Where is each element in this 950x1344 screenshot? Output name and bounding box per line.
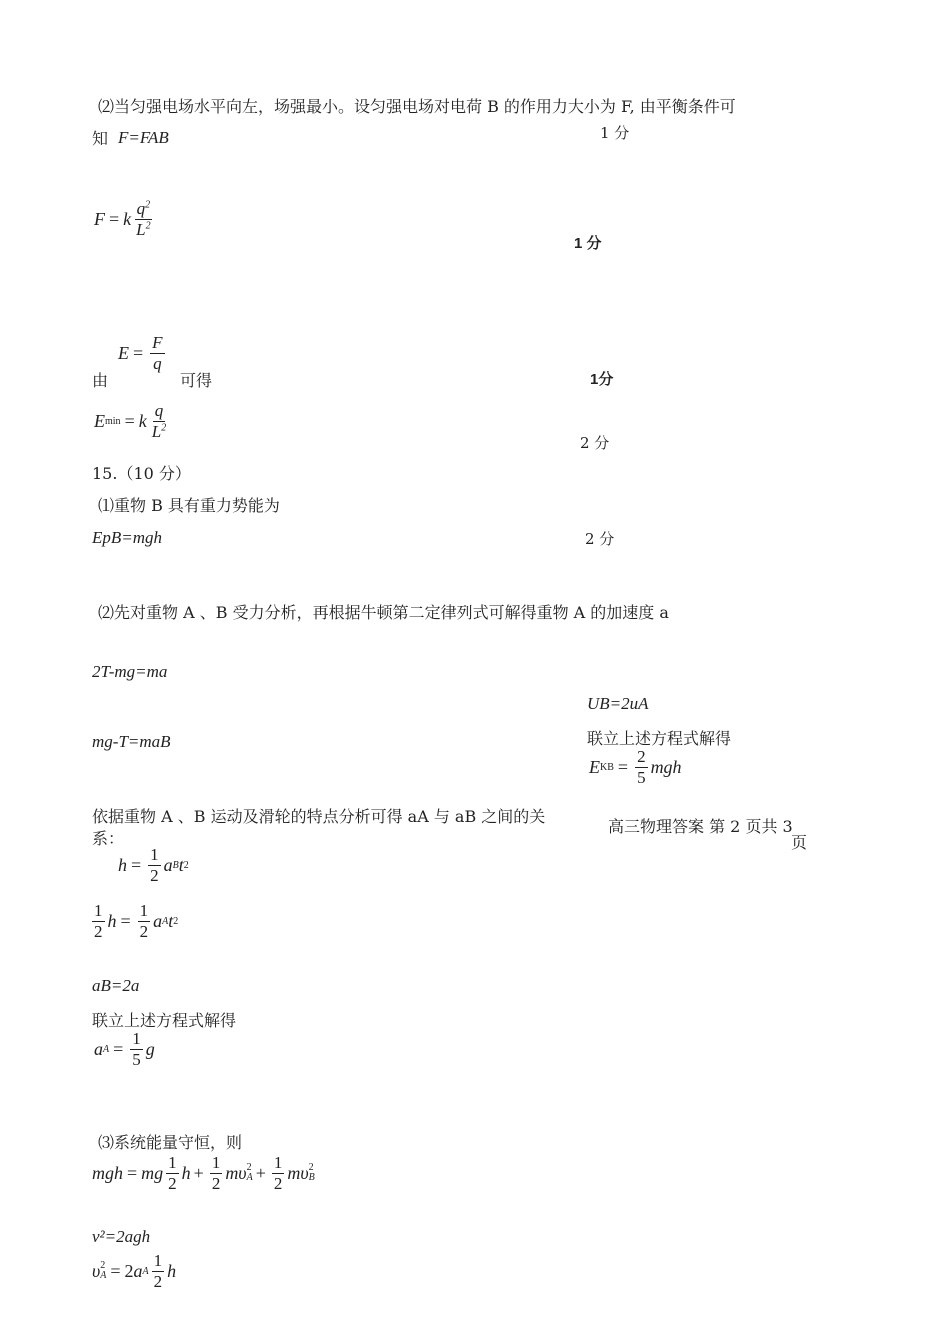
eq-h-den: 2 [150, 865, 159, 885]
eq-emin-den: L [151, 421, 162, 441]
eq-half-h-h: h [107, 910, 117, 931]
eq-energy-sup2: 2 [308, 1162, 314, 1174]
q15-part1-text: ⑴重物 B 具有重力势能为 [98, 496, 280, 515]
eq-half-h-num1: 1 [94, 901, 103, 920]
eq-emin-lhs: E [94, 410, 105, 431]
can-get: 可得 [180, 371, 213, 390]
eq-h [118, 846, 189, 885]
q15-part3-text: ⑶系统能量守恒，则 [98, 1133, 243, 1152]
eq-energy-d3: 2 [273, 1173, 283, 1193]
eq-h-a: a [163, 854, 173, 875]
eq-half-h-a-sub: A [162, 915, 169, 927]
eq-va-v: υ [92, 1260, 101, 1281]
eq-energy-n2: 1 [211, 1153, 221, 1172]
eq-aa-lhs: a [94, 1038, 103, 1059]
eq-ekb-eq: = [617, 756, 629, 777]
eq-energy-n3: 1 [273, 1153, 283, 1172]
q15-part2-text: ⑵先对重物 A 、B 受力分析，再根据牛顿第二定律列式可解得重物 A 的加速度 a [98, 603, 669, 622]
eq-half-h [92, 902, 178, 941]
eq-va-sub: A [100, 1270, 107, 1282]
eq-energy-mg: mg [141, 1162, 164, 1183]
eq-energy-n1: 1 [168, 1153, 177, 1172]
score-5: 2 分 [585, 530, 615, 548]
eq-aa-g: g [145, 1038, 155, 1059]
eq-aa-eq: = [113, 1038, 124, 1059]
eq-force: F=FAB [118, 128, 169, 147]
eq-ekb-den: 5 [637, 767, 646, 787]
eq-energy-plus2: + [255, 1162, 266, 1183]
eq-emin-den-sup: 2 [161, 422, 167, 434]
eq-half-h-t: t [168, 910, 174, 931]
q15-header: 15.（10 分） [92, 464, 191, 483]
eq-coulomb-num: q [136, 199, 146, 218]
eq-aa [94, 1030, 155, 1069]
eq-field-eq: = [133, 342, 144, 363]
eq-field-lhs: E [118, 342, 129, 363]
eq-half-h-t-sup: 2 [173, 915, 179, 927]
eq-energy-sub2: B [308, 1172, 315, 1184]
eq-emin-k: k [138, 410, 147, 431]
eq-energy-d1: 2 [168, 1173, 177, 1193]
eq-energy-plus1: + [193, 1162, 204, 1183]
eq-aa-num: 1 [132, 1029, 141, 1048]
eq-mgt: mg-T=maB [92, 732, 171, 751]
eq-v2: v²=2agh [92, 1227, 151, 1246]
eq-h-num: 1 [150, 845, 159, 864]
eq-energy-m2: mυ [287, 1162, 309, 1183]
by-label: 由 [92, 371, 109, 390]
eq-energy-eq: = [127, 1162, 138, 1183]
eq-h-a-sub: B [172, 859, 179, 871]
eq-aa-sub: A [103, 1043, 110, 1055]
eq-coulomb-frac [134, 200, 152, 239]
footer-line2: 页 [791, 833, 808, 852]
eq-energy-h: h [181, 1162, 191, 1183]
score-2: 1 分 [574, 235, 602, 252]
eq-ekb-sub: KB [600, 761, 614, 773]
eq-coulomb-lhs: F [94, 208, 105, 229]
footer-line1: 高三物理答案 第 2 页共 3 [608, 817, 793, 836]
eq-ekb-num: 2 [637, 747, 646, 766]
eq-h-eq: = [131, 854, 142, 875]
eq-h-lhs: h [118, 854, 127, 875]
eq-coulomb-k: k [123, 208, 132, 229]
eq-va-num: 1 [153, 1251, 163, 1270]
eq-ub: UB=2uA [587, 694, 649, 713]
eq-half-h-num2: 1 [139, 901, 149, 920]
eq-h-t-sup: 2 [183, 859, 189, 871]
eq-field-den: q [153, 353, 162, 373]
eq-emin [94, 402, 171, 441]
eq-coulomb [94, 200, 156, 239]
eq-coulomb-num-sup: 2 [145, 199, 151, 211]
score-3: 1分 [590, 371, 614, 388]
relation-text: 依据重物 A 、B 运动及滑轮的特点分析可得 aA 与 aB 之间的关系： [92, 807, 546, 848]
eq-epb: EpB=mgh [92, 528, 163, 547]
eq-ab: aB=2a [92, 976, 140, 995]
score-1: 1 分 [600, 124, 630, 142]
eq-half-h-a: a [153, 910, 163, 931]
eq-va-a: a [133, 1260, 143, 1281]
eq-emin-eq: = [124, 410, 135, 431]
right-solve-text: 联立上述方程式解得 [587, 729, 732, 748]
eq-ekb [589, 748, 682, 787]
eq-half-h-eq: = [120, 910, 131, 931]
eq-field-def [118, 334, 168, 373]
eq-aa-den: 5 [132, 1049, 141, 1069]
q14-part2-line1: ⑵当匀强电场水平向左，场强最小。设匀强电场对电荷 B 的作用力大小为 F, 由平衡条件可 [98, 97, 736, 116]
eq-coulomb-eq: = [109, 208, 120, 229]
eq-va-den: 2 [153, 1271, 163, 1291]
eq-va-h: h [167, 1260, 177, 1281]
eq-half-h-den1: 2 [94, 921, 103, 941]
eq-ekb-rhs: mgh [650, 756, 682, 777]
score-4: 2 分 [580, 434, 610, 452]
q14-part2-line2-prefix: 知 [92, 129, 109, 148]
eq-energy-sup1: 2 [246, 1162, 252, 1174]
eq-half-h-den2: 2 [139, 921, 149, 941]
eq-va-eq: = [110, 1260, 121, 1281]
eq-ekb-lhs: E [589, 756, 600, 777]
eq-coulomb-den: L [136, 219, 146, 239]
eq-emin-sub: min [105, 415, 121, 427]
eq-va-sup: 2 [100, 1260, 106, 1272]
eq-va [92, 1252, 176, 1291]
eq-energy-lhs: mgh [92, 1162, 123, 1183]
eq-va-a-sub: A [142, 1265, 149, 1277]
eq-emin-num: q [154, 401, 164, 420]
eq-field-num: F [152, 333, 163, 352]
eq-energy [92, 1154, 315, 1193]
eq-va-two: 2 [124, 1260, 134, 1281]
eq-energy-d2: 2 [211, 1173, 221, 1193]
eq-2t: 2T-mg=ma [92, 662, 168, 681]
eq-energy-m1: mυ [225, 1162, 247, 1183]
eq-coulomb-den-sup: 2 [145, 220, 151, 232]
solve-text: 联立上述方程式解得 [92, 1011, 237, 1030]
eq-energy-sub1: A [246, 1172, 253, 1184]
eq-h-t: t [178, 854, 184, 875]
